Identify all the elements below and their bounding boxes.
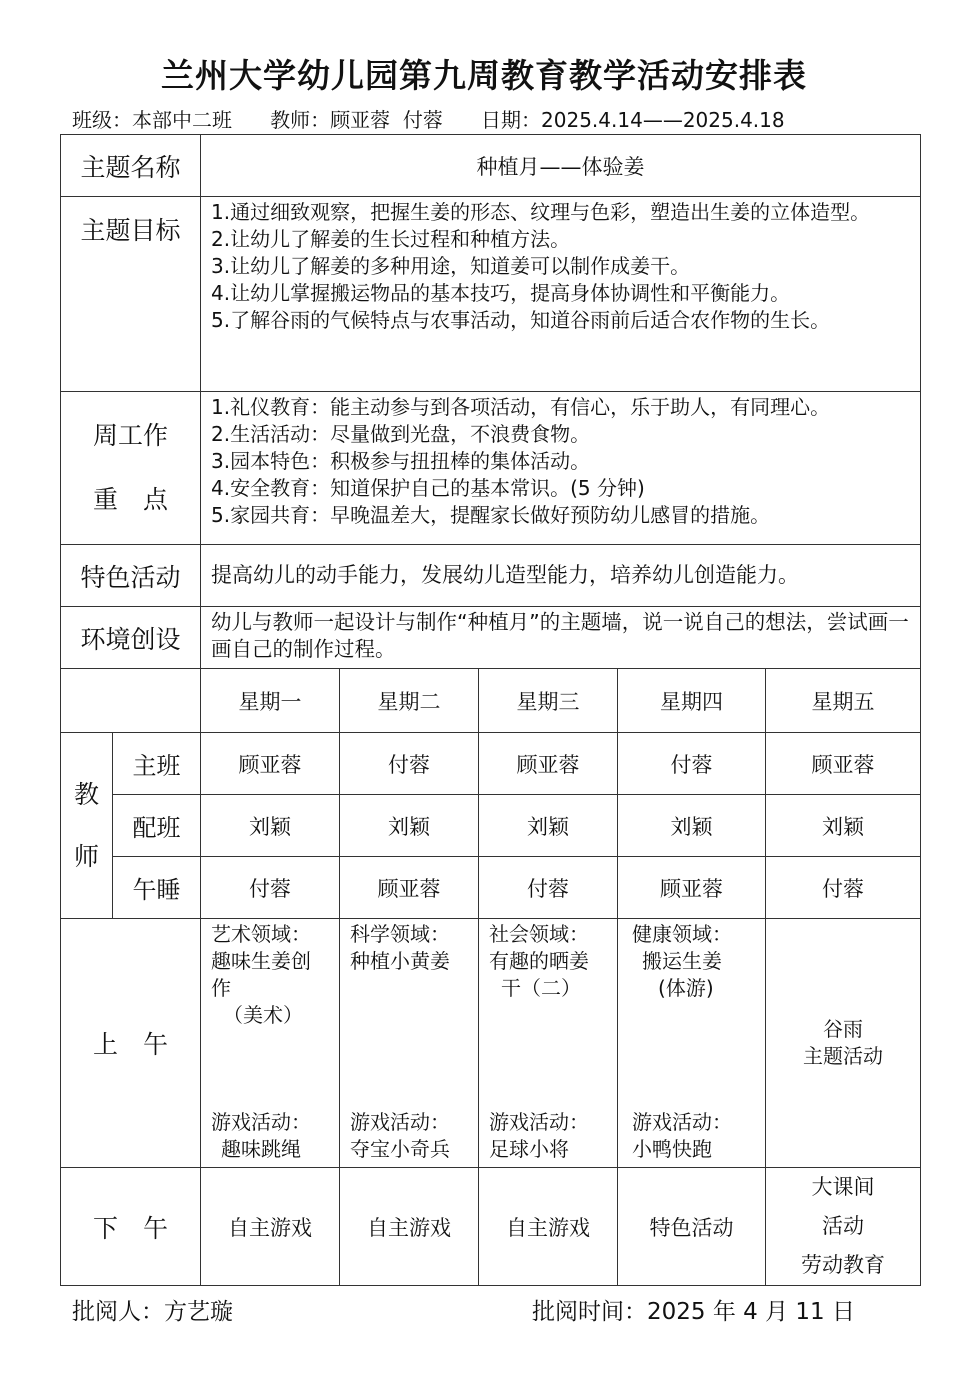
day-header: 星期一 [201,669,340,733]
morning-cell-tue [340,919,479,1168]
teacher-cell: 付蓉 [201,857,340,919]
page-title: 兰州大学幼儿园第九周教育教学活动安排表 [161,56,807,95]
teacher-cell: 付蓉 [618,733,766,795]
game-line: 游戏活动： [489,1110,590,1134]
teacher-row [61,733,921,795]
teacher-group-label [61,733,113,919]
afternoon-line: 劳动教育 [801,1253,886,1277]
days-row [61,669,921,733]
role-label: 配班 [113,795,201,857]
morning-label: 上 午 [61,919,201,1168]
focus-row [61,392,921,545]
afternoon-label: 下 午 [61,1168,201,1286]
activity-line: 趣味生姜创 [211,949,312,973]
review-time: 批阅时间：2025 年 4 月 11 日 [532,1299,855,1325]
teacher-cell: 付蓉 [340,733,479,795]
environment-row [61,607,921,669]
focus-label-line1: 周工作 [93,421,169,450]
game-line: 游戏活动： [632,1110,733,1134]
afternoon-cell-fri [766,1168,921,1286]
activity-line: 有趣的晒姜 [489,949,590,973]
date-label: 日期：2025.4.14——2025.4.18 [481,108,785,132]
game-line: 夺宝小奇兵 [350,1137,451,1161]
teacher-cell: 顾亚蓉 [766,733,921,795]
teacher-cell: 刘颖 [340,795,479,857]
afternoon-cell: 自主游戏 [201,1168,340,1286]
afternoon-line: 活动 [822,1214,865,1238]
focus-label-line2: 重 点 [93,485,169,514]
activity-line: 搬运生姜 [642,949,723,973]
activity-line: （美术） [223,1003,304,1027]
teacher-row [61,857,921,919]
teacher-cell: 付蓉 [479,857,618,919]
teacher-cell: 刘颖 [201,795,340,857]
class-label: 班级：本部中二班 [72,108,232,132]
goal-item: 2.让幼儿了解姜的生长过程和种植方法。 [211,227,571,251]
theme-value: 种植月——体验姜 [201,135,921,197]
teacher-cell: 顾亚蓉 [479,733,618,795]
morning-cell-wed [479,919,618,1168]
afternoon-line: 大课间 [811,1175,875,1199]
afternoon-cell: 特色活动 [618,1168,766,1286]
activity-line: 种植小黄姜 [350,949,451,973]
activity-line: 干（二） [501,976,582,1000]
focus-item: 1.礼仪教育：能主动参与到各项活动，有信心，乐于助人，有同理心。 [211,395,831,419]
teacher-cell: 顾亚蓉 [340,857,479,919]
day-header: 星期三 [479,669,618,733]
feature-label: 特色活动 [61,545,201,607]
afternoon-cell: 自主游戏 [340,1168,479,1286]
reviewer: 批阅人：方艺璇 [72,1299,233,1325]
teacher-cell: 付蓉 [766,857,921,919]
morning-row [61,919,921,1168]
afternoon-row [61,1168,921,1286]
teacher-cell: 顾亚蓉 [201,733,340,795]
theme-label: 主题名称 [61,135,201,197]
schedule-table [60,134,921,1286]
game-line: 足球小将 [489,1137,570,1161]
day-header: 星期五 [766,669,921,733]
goal-item: 4.让幼儿掌握搬运物品的基本技巧，提高身体协调性和平衡能力。 [211,281,791,305]
morning-cell-thu [618,919,766,1168]
teacher-cell: 顾亚蓉 [618,857,766,919]
activity-line: 主题活动 [803,1044,884,1068]
role-label: 午睡 [113,857,201,919]
morning-cell-fri [766,919,921,1168]
focus-content [201,392,921,545]
activity-line: 健康领域： [632,922,733,946]
goal-item: 3.让幼儿了解姜的多种用途，知道姜可以制作成姜干。 [211,254,691,278]
focus-item: 5.家园共育：早晚温差大，提醒家长做好预防幼儿感冒的措施。 [211,503,771,527]
game-line: 游戏活动： [211,1110,312,1134]
role-label: 主班 [113,733,201,795]
day-header: 星期二 [340,669,479,733]
goals-row [61,197,921,392]
activity-line: (体游) [658,976,714,1000]
morning-cell-mon [201,919,340,1168]
goal-item: 5.了解谷雨的气候特点与农事活动，知道谷雨前后适合农作物的生长。 [211,308,831,332]
teacher-cell: 刘颖 [618,795,766,857]
focus-label [61,392,201,545]
teacher-group-char2: 师 [73,841,99,871]
teacher-cell: 刘颖 [479,795,618,857]
activity-line: 作 [211,976,232,1000]
corner-cell [61,669,201,733]
activity-line: 谷雨 [823,1017,864,1041]
teacher-group-char1: 教 [73,779,99,809]
goals-label: 主题目标 [61,197,201,392]
goal-item: 1.通过细致观察，把握生姜的形态、纹理与色彩，塑造出生姜的立体造型。 [211,200,871,224]
activity-line: 科学领域： [350,922,451,946]
teacher-cell: 刘颖 [766,795,921,857]
focus-item: 4.安全教育：知道保护自己的基本常识。(5 分钟) [211,476,645,500]
game-line: 趣味跳绳 [221,1137,302,1161]
feature-value: 提高幼儿的动手能力，发展幼儿造型能力，培养幼儿创造能力。 [201,545,921,607]
afternoon-cell: 自主游戏 [479,1168,618,1286]
environment-value: 幼儿与教师一起设计与制作“种植月”的主题墙，说一说自己的想法，尝试画一画自己的制作过程。 [201,607,921,669]
feature-row [61,545,921,607]
game-line: 游戏活动： [350,1110,451,1134]
day-header: 星期四 [618,669,766,733]
game-line: 小鸭快跑 [632,1137,713,1161]
activity-line: 社会领域： [489,922,590,946]
header-meta [72,104,785,133]
focus-item: 2.生活活动：尽量做到光盘，不浪费食物。 [211,422,591,446]
activity-line: 艺术领域： [211,922,312,946]
theme-row [61,135,921,197]
teacher-row [61,795,921,857]
teacher-label: 教师：顾亚蓉 付蓉 [270,108,443,132]
goals-content [201,197,921,392]
focus-item: 3.园本特色：积极参与扭扭棒的集体活动。 [211,449,591,473]
environment-label: 环境创设 [61,607,201,669]
